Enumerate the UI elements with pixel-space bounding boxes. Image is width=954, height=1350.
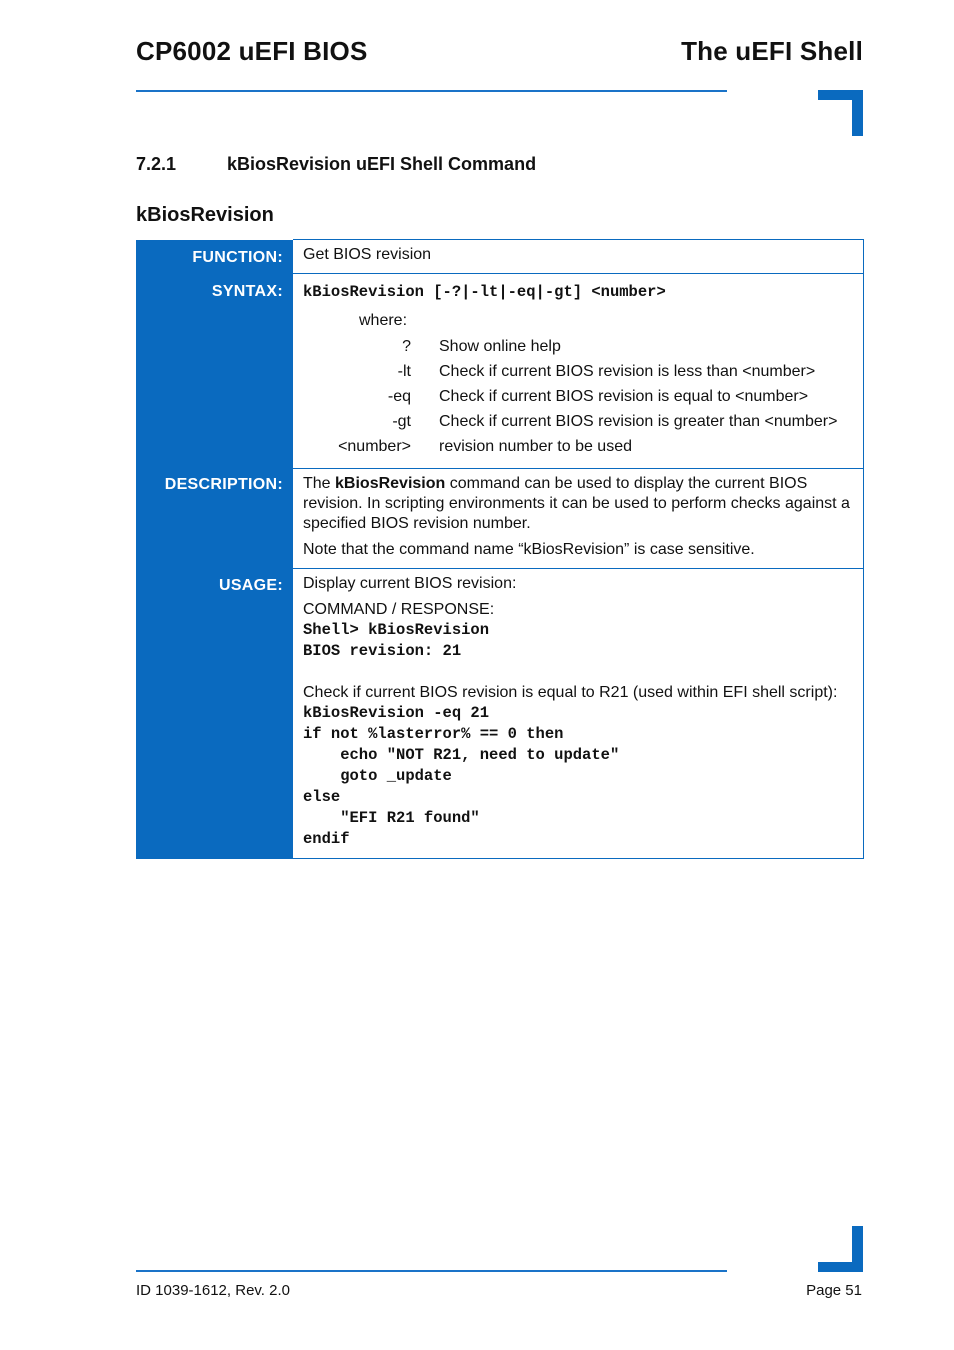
description-post: command can be used to display the current BIOS revision. In scripting environments it can be used to perform checks against a specified BIOS revision number. xyxy=(303,475,850,532)
description-row xyxy=(136,469,864,569)
doc-title: CP6002 uEFI BIOS xyxy=(136,36,368,66)
function-content xyxy=(293,240,864,274)
syntax-line: kBiosRevision [-?|-lt|-eq|-gt] <number> xyxy=(303,283,666,301)
option-key: -gt xyxy=(392,413,411,430)
page-number: Page 51 xyxy=(806,1282,862,1299)
option-help xyxy=(303,335,839,360)
description-content xyxy=(293,469,864,569)
chapter-title: The uEFI Shell xyxy=(681,36,863,66)
syntax-label: SYNTAX: xyxy=(136,274,293,469)
footer-rule xyxy=(136,1270,727,1272)
syntax-content xyxy=(293,274,864,469)
corner-mark-bottom xyxy=(818,1262,863,1272)
usage-intro: Display current BIOS revision: xyxy=(303,575,517,592)
usage-row xyxy=(136,569,864,859)
option-eq xyxy=(303,385,839,410)
command-table xyxy=(136,239,864,859)
command-response-label: COMMAND / RESPONSE: xyxy=(303,601,495,618)
code-block-script: kBiosRevision -eq 21 if not %lasterror% == 0 then echo "NOT R21, need to update" goto _update else "EFI R21 found" endif xyxy=(303,704,620,848)
section-number: 7.2.1 xyxy=(136,154,177,174)
function-text: Get BIOS revision xyxy=(303,246,432,263)
option-key: <number> xyxy=(338,438,411,455)
usage-content xyxy=(293,569,864,859)
option-key: -lt xyxy=(397,363,411,380)
document-id: ID 1039-1612, Rev. 2.0 xyxy=(136,1282,290,1299)
function-label: FUNCTION: xyxy=(136,240,293,274)
usage-label: USAGE: xyxy=(136,569,293,859)
option-gt xyxy=(303,410,839,435)
option-desc: Show online help xyxy=(439,338,561,355)
option-key: -eq xyxy=(387,388,411,405)
command-title: kBiosRevision xyxy=(136,204,274,226)
where-label: where: xyxy=(359,312,408,329)
option-desc: Check if current BIOS revision is greater than <number> xyxy=(439,413,838,430)
description-note: Note that the command name “kBiosRevision” is case sensitive. xyxy=(303,541,755,558)
description-pre: The xyxy=(303,475,336,492)
syntax-row xyxy=(136,274,864,469)
option-number xyxy=(303,435,839,460)
description-command-name: kBiosRevision xyxy=(335,475,446,492)
description-paragraph xyxy=(303,474,855,534)
usage-script-intro: Check if current BIOS revision is equal to R21 (used within EFI shell script): xyxy=(303,684,838,701)
description-label: DESCRIPTION: xyxy=(136,469,293,569)
option-desc: Check if current BIOS revision is less than <number> xyxy=(439,363,816,380)
function-row xyxy=(136,240,864,274)
code-block-response: Shell> kBiosRevision BIOS revision: 21 xyxy=(303,621,490,660)
section-title: kBiosRevision uEFI Shell Command xyxy=(227,154,537,174)
header-rule xyxy=(136,90,727,92)
options-list xyxy=(303,335,839,460)
corner-mark-top-vertical xyxy=(852,90,863,136)
option-desc: revision number to be used xyxy=(439,438,632,455)
option-lt xyxy=(303,360,839,385)
option-key: ? xyxy=(402,338,411,355)
option-desc: Check if current BIOS revision is equal to <number> xyxy=(439,388,809,405)
